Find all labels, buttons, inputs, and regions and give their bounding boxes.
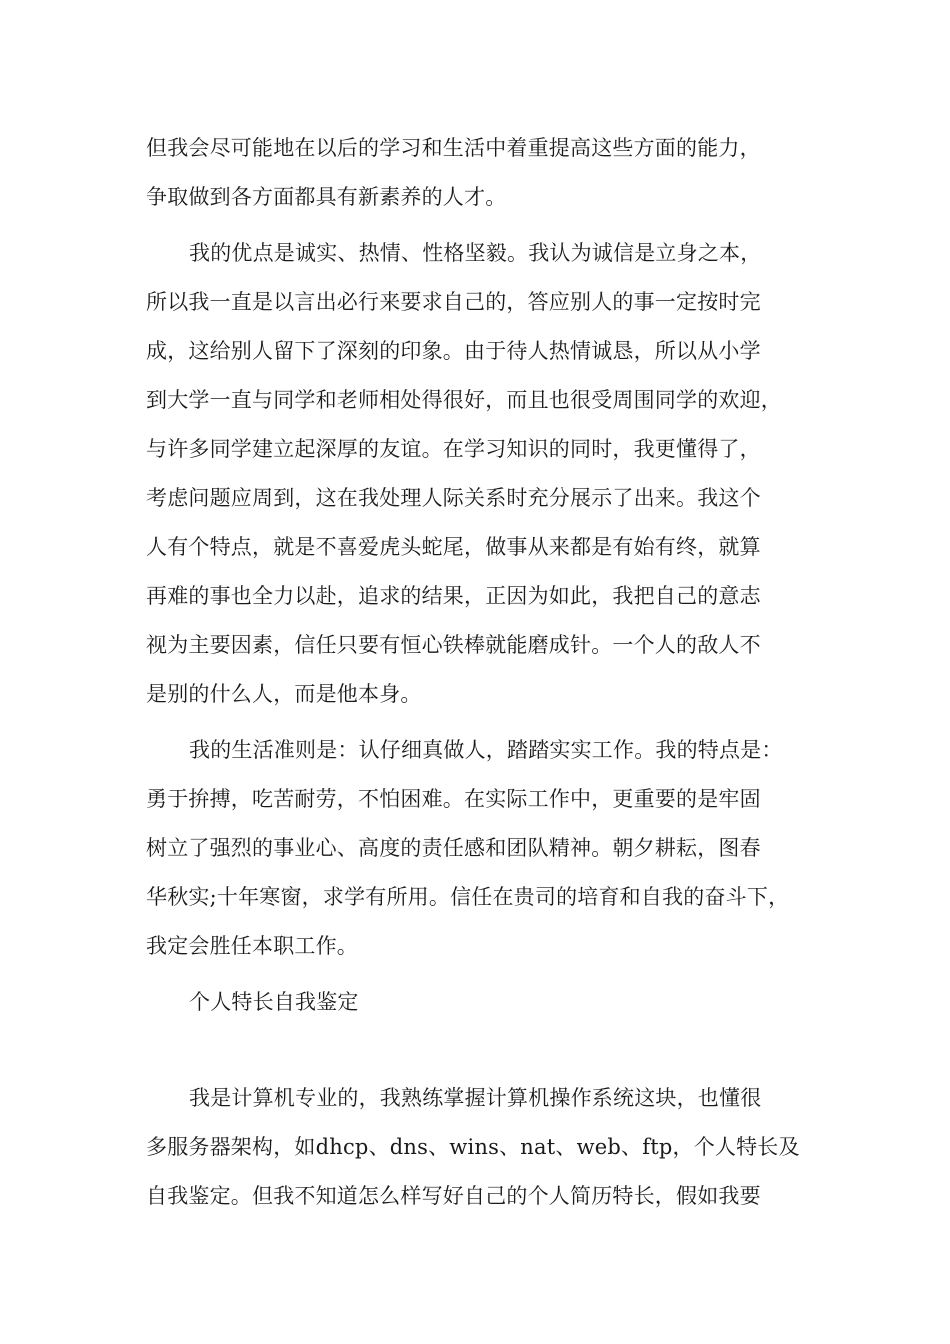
paragraph-start-line: 我是计算机专业的，我熟练掌握计算机操作系统这块，也懂很 bbox=[189, 1086, 762, 1110]
section-heading: 个人特长自我鉴定 bbox=[189, 990, 359, 1014]
text-line: 成，这给别人留下了深刻的印象。由于待人热情诚恳，所以从小学 bbox=[146, 339, 761, 363]
text-line: 所以我一直是以言出必行来要求自己的，答应别人的事一定按时完 bbox=[146, 290, 761, 314]
text-line: 多服务器架构，如dhcp、dns、wins、nat、web、ftp，个人特长及 bbox=[146, 1135, 800, 1159]
text-line: 人有个特点，就是不喜爱虎头蛇尾，做事从来都是有始有终，就算 bbox=[146, 535, 761, 559]
text-line: 视为主要因素，信任只要有恒心铁棒就能磨成针。一个人的敌人不 bbox=[146, 633, 761, 657]
text-line: 争取做到各方面都具有新素养的人才。 bbox=[146, 185, 507, 209]
text-line: 再难的事也全力以赴，追求的结果，正因为如此，我把自己的意志 bbox=[146, 584, 761, 608]
text-line: 是别的什么人，而是他本身。 bbox=[146, 682, 422, 706]
text-line: 我定会胜任本职工作。 bbox=[146, 934, 358, 958]
text-line: 树立了强烈的事业心、高度的责任感和团队精神。朝夕耕耘，图春 bbox=[146, 836, 761, 860]
text-line: 自我鉴定。但我不知道怎么样写好自己的个人简历特长，假如我要 bbox=[146, 1184, 761, 1208]
paragraph-start-line: 我的优点是诚实、热情、性格坚毅。我认为诚信是立身之本， bbox=[189, 241, 762, 265]
text-line: 与许多同学建立起深厚的友谊。在学习知识的同时，我更懂得了， bbox=[146, 437, 761, 461]
text-line: 勇于拚搏，吃苦耐劳，不怕困难。在实际工作中，更重要的是牢固 bbox=[146, 787, 761, 811]
text-line: 但我会尽可能地在以后的学习和生活中着重提高这些方面的能力， bbox=[146, 136, 761, 160]
text-line: 考虑问题应周到，这在我处理人际关系时充分展示了出来。我这个 bbox=[146, 486, 761, 510]
paragraph-start-line: 我的生活准则是：认仔细真做人，踏踏实实工作。我的特点是： bbox=[189, 738, 783, 762]
text-line: 华秋实;十年寒窗，求学有所用。信任在贵司的培育和自我的奋斗下， bbox=[146, 885, 790, 909]
text-line: 到大学一直与同学和老师相处得很好，而且也很受周围同学的欢迎， bbox=[146, 388, 782, 412]
